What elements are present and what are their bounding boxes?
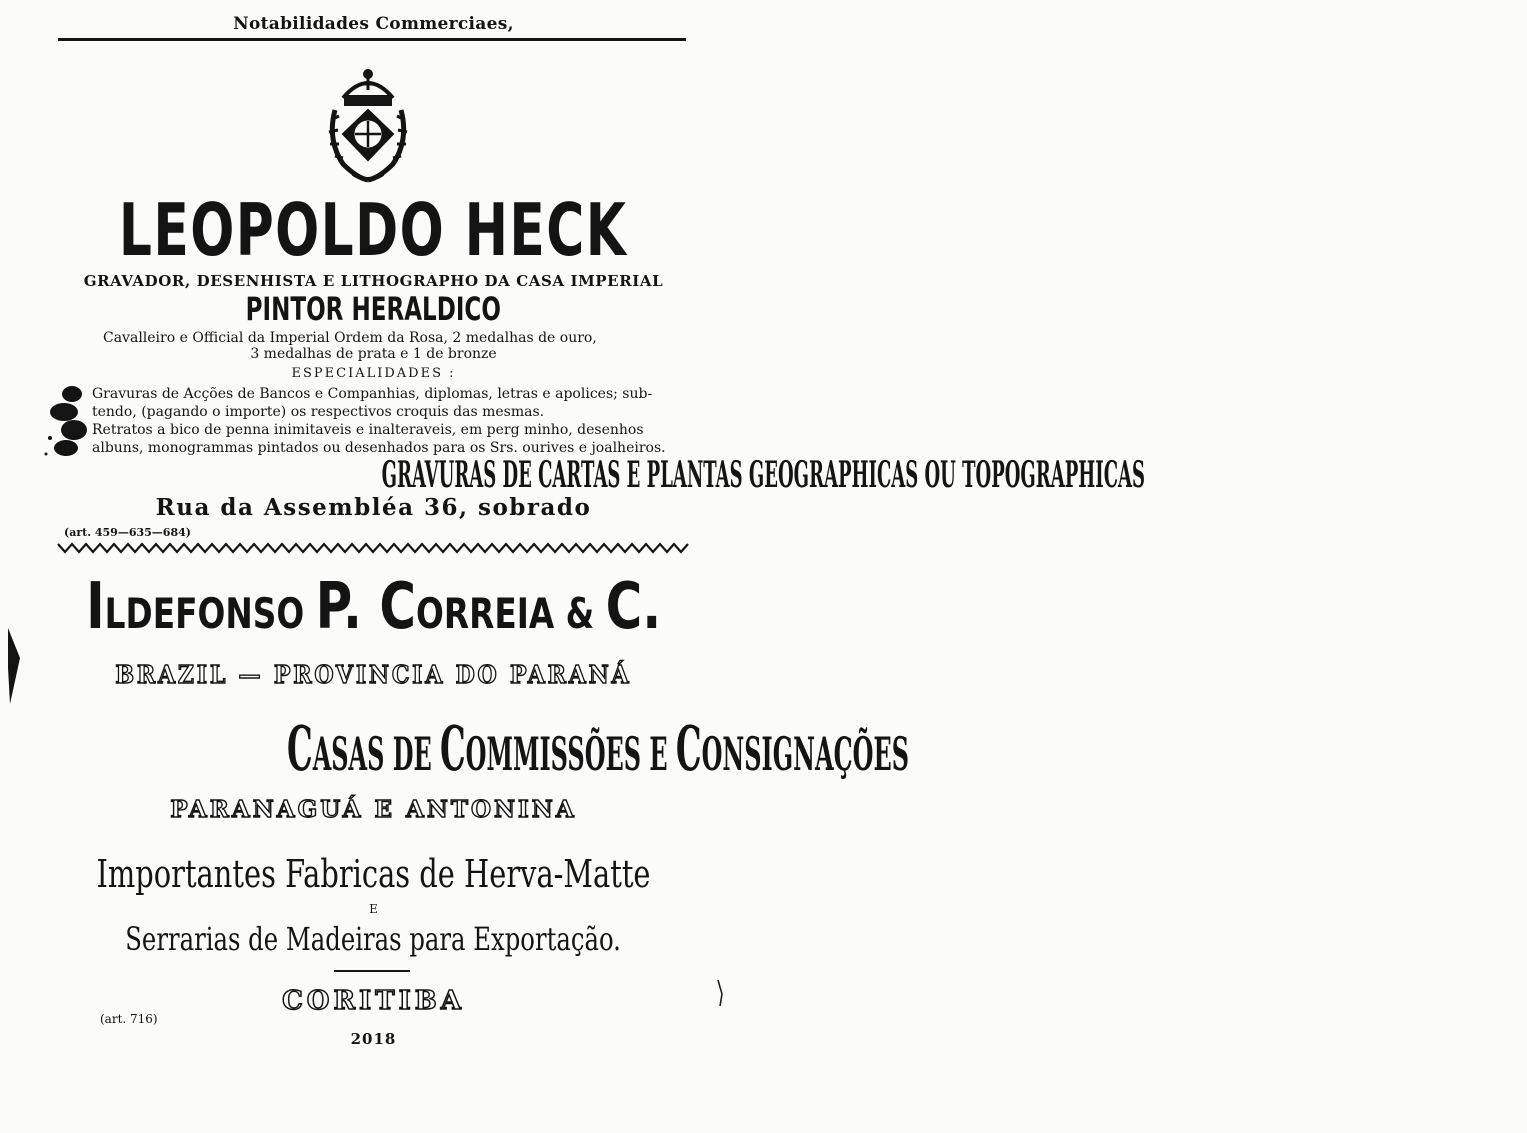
heck-engravings-line-4: albuns, monogrammas pintados ou desenhados para os Srs. ourives e joalheiros. xyxy=(92,440,666,456)
running-header: Notabilidades Commerciaes, xyxy=(233,14,514,34)
correia-business-initial-1: C xyxy=(287,712,313,785)
correia-business-title xyxy=(0,712,909,785)
correia-name-initial-1: I xyxy=(85,570,105,644)
short-rule xyxy=(334,970,410,972)
edge-mark xyxy=(716,980,726,1006)
correia-business-initial-2: C xyxy=(440,712,466,785)
page-number: 2018 xyxy=(350,1030,397,1048)
heck-painter-title xyxy=(0,290,747,328)
heck-specialties-heading: ESPECIALIDADES : xyxy=(291,366,456,381)
heck-engravings-line-2: tendo, (pagando o importe) os respectivos croquis das mesmas. xyxy=(92,404,545,420)
correia-place xyxy=(0,660,747,689)
correia-conjunction: E xyxy=(369,902,378,916)
correia-business-initial-3: C xyxy=(675,712,702,785)
heck-maps-text: GRAVURAS DE CARTAS E PLANTAS GEOGRAPHICAS OU TOPOGRAPHICAS xyxy=(381,454,1145,496)
correia-name-initial-2: C xyxy=(379,570,416,644)
heck-titles: GRAVADOR, DESENHISTA E LITHOGRAPHO DA CASA IMPERIAL xyxy=(83,272,664,290)
heck-address: Rua da Assembléa 36, sobrado xyxy=(155,494,592,521)
correia-business-part-2: OMMISSÕES E xyxy=(465,727,676,781)
heck-maps-line xyxy=(0,454,1145,496)
heck-name-title xyxy=(0,188,747,272)
correia-business-part-3: ONSIGNAÇÕES xyxy=(701,727,909,781)
correia-name-part-2: ORREIA & xyxy=(415,589,606,638)
correia-cities: PARANAGUÁ E ANTONINA xyxy=(170,796,577,823)
heck-art-reference: (art. 459—635—684) xyxy=(64,526,191,539)
heck-engravings-line-3: Retratos a bico de penna inimitaveis e inalteraveis, em perg minho, desenhos xyxy=(92,422,644,438)
margin-mark xyxy=(6,628,22,704)
heck-painter-text: PINTOR HERALDICO xyxy=(245,290,502,328)
correia-line-matte xyxy=(0,852,747,896)
correia-city: CORITIBA xyxy=(282,986,465,1016)
correia-name-initial-3: C. xyxy=(605,570,662,644)
leaf-ornament-icon xyxy=(40,380,96,460)
header-rule xyxy=(58,38,686,41)
imperial-coat-of-arms-icon xyxy=(313,60,423,190)
correia-name-part-1: LDEFONSO xyxy=(104,589,316,638)
correia-place-text: BRAZIL — PROVINCIA DO PARANÁ xyxy=(115,660,632,689)
wavy-divider xyxy=(58,541,688,555)
heck-engravings-line-1: Gravuras de Acções de Bancos e Companhias, diplomas, letras e apolices; sub- xyxy=(92,386,653,402)
heck-knight-line: Cavalleiro e Official da Imperial Ordem da Rosa, 2 medalhas de ouro, xyxy=(103,330,597,346)
correia-name-title xyxy=(0,570,747,644)
correia-line-sawmills-text: Serrarias de Madeiras para Exportação. xyxy=(125,920,622,958)
correia-line-sawmills xyxy=(0,920,747,958)
heck-name-text: LEOPOLDO HECK xyxy=(119,188,628,272)
correia-name-middle: P. xyxy=(315,570,380,644)
heck-medals-line: 3 medalhas de prata e 1 de bronze xyxy=(250,346,497,362)
correia-line-matte-text: Importantes Fabricas de Herva-Matte xyxy=(96,852,651,896)
correia-art-reference: (art. 716) xyxy=(100,1012,158,1026)
correia-business-part-1: ASAS DE xyxy=(312,727,441,781)
